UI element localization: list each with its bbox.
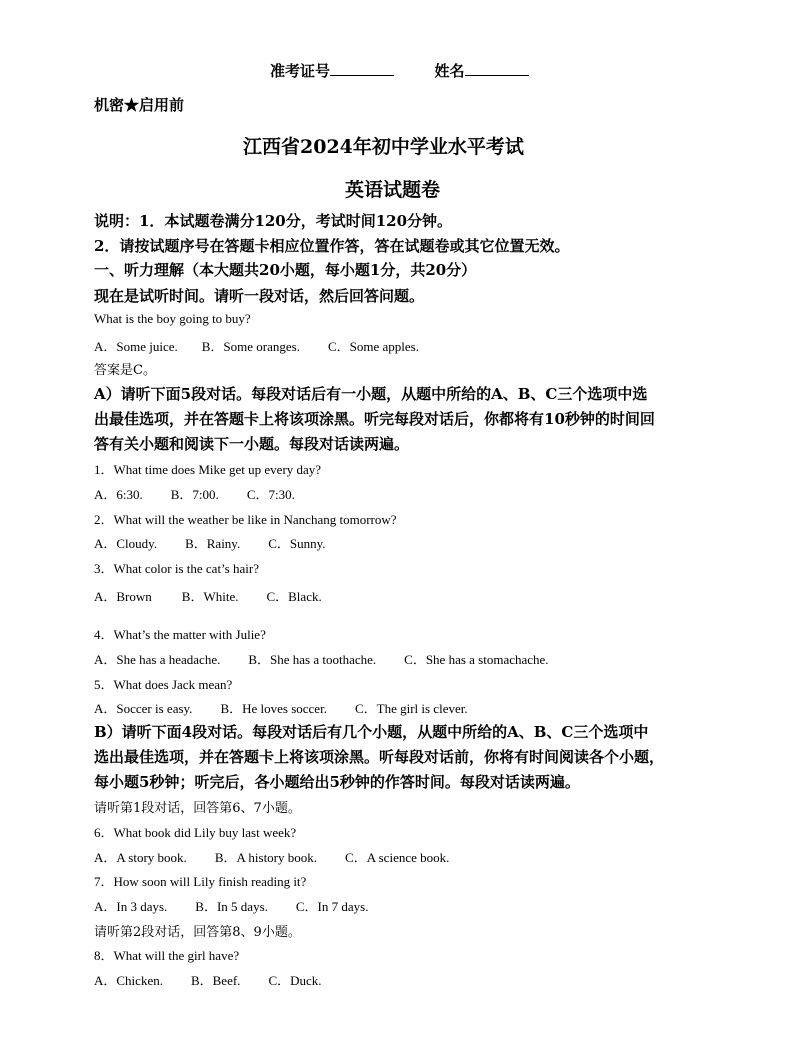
option-a: A．Chicken. bbox=[94, 973, 163, 988]
option-c: C．Duck. bbox=[268, 973, 322, 988]
question-6-options bbox=[94, 847, 475, 866]
part-a-instruction-1: A）请听下面5段对话。每段对话后有一小题，从题中所给的A、B、C三个选项中选 bbox=[94, 385, 648, 403]
option-a: A．Cloudy. bbox=[94, 536, 158, 551]
question-3: 3．What color is the cat’s hair? bbox=[94, 561, 259, 576]
secret-mark: 机密★启用前 bbox=[94, 96, 185, 114]
question-1-options bbox=[94, 484, 321, 503]
option-a: A．A story book. bbox=[94, 850, 187, 865]
option-b: B．A history book. bbox=[214, 850, 318, 865]
option-c: C．A science book. bbox=[345, 850, 450, 865]
trial-intro: 现在是试听时间。请听一段对话，然后回答问题。 bbox=[94, 287, 425, 305]
question-4-options bbox=[94, 649, 575, 668]
option-c: C．The girl is clever. bbox=[354, 701, 468, 716]
option-b: B．Rainy. bbox=[185, 536, 241, 551]
option-b: B．She has a toothache. bbox=[248, 652, 377, 667]
ticket-number-label: 准考证号 bbox=[270, 62, 331, 80]
exam-title: 江西省2024年初中学业水平考试 bbox=[243, 136, 524, 158]
question-2-options bbox=[94, 533, 352, 552]
option-c: C．Sunny. bbox=[268, 536, 326, 551]
option-a: A．Some juice. bbox=[94, 339, 178, 354]
option-c: C．In 7 days. bbox=[295, 899, 369, 914]
question-7: 7．How soon will Lily finish reading it? bbox=[94, 874, 307, 889]
option-a: A．Brown bbox=[94, 589, 152, 604]
part-b-instruction-3: 每小题5秒钟；听完后，各小题给出5秒钟的作答时间。每段对话读两遍。 bbox=[94, 773, 580, 791]
question-1: 1．What time does Mike get up every day? bbox=[94, 462, 322, 477]
part-b-instruction-2: 选出最佳选项，并在答题卡上将该项涂黑。听每段对话前，你将有时间阅读各个小题， bbox=[94, 748, 665, 766]
question-5-options bbox=[94, 698, 494, 717]
trial-options bbox=[94, 336, 445, 355]
option-b: B．Beef. bbox=[190, 973, 241, 988]
option-a: A．Soccer is easy. bbox=[94, 701, 193, 716]
question-7-options bbox=[94, 896, 394, 915]
option-c: C．Black. bbox=[266, 589, 322, 604]
question-6: 6．What book did Lily buy last week? bbox=[94, 825, 297, 840]
option-c: C．She has a stomachache. bbox=[404, 652, 549, 667]
trial-answer: 答案是C。 bbox=[94, 363, 156, 378]
name-blank bbox=[465, 61, 529, 76]
instruction-line-1: 说明：1．本试题卷满分120分，考试时间120分钟。 bbox=[94, 212, 453, 230]
question-3-options bbox=[94, 586, 348, 605]
option-b: B．In 5 days. bbox=[195, 899, 268, 914]
option-a: A．6:30. bbox=[94, 487, 143, 502]
dialog-1-intro: 请听第1段对话，回答第6、7小题。 bbox=[94, 801, 301, 816]
question-5: 5．What does Jack mean? bbox=[94, 677, 233, 692]
candidate-info-line bbox=[270, 60, 529, 81]
trial-question: What is the boy going to buy? bbox=[94, 311, 251, 326]
option-b: B．He loves soccer. bbox=[220, 701, 327, 716]
question-4: 4．What’s the matter with Julie? bbox=[94, 627, 266, 642]
question-8-options bbox=[94, 970, 348, 989]
option-b: B．White. bbox=[181, 589, 239, 604]
option-b: B．Some oranges. bbox=[201, 339, 300, 354]
ticket-number-blank bbox=[330, 61, 394, 76]
question-8: 8．What will the girl have? bbox=[94, 948, 240, 963]
part-b-instruction-1: B）请听下面4段对话。每段对话后有几个小题，从题中所给的A、B、C三个选项中 bbox=[94, 723, 649, 741]
option-c: C．7:30. bbox=[246, 487, 295, 502]
name-label: 姓名 bbox=[434, 62, 465, 80]
section-heading: 一、听力理解（本大题共20小题，每小题1分，共20分） bbox=[94, 261, 477, 279]
option-a: A．In 3 days. bbox=[94, 899, 168, 914]
dialog-2-intro: 请听第2段对话，回答第8、9小题。 bbox=[94, 925, 301, 940]
option-c: C．Some apples. bbox=[327, 339, 419, 354]
exam-subtitle: 英语试题卷 bbox=[345, 179, 441, 201]
option-b: B．7:00. bbox=[170, 487, 219, 502]
option-a: A．She has a headache. bbox=[94, 652, 221, 667]
part-a-instruction-2: 出最佳选项，并在答题卡上将该项涂黑。听完每段对话后，你都将有10秒钟的时间回 bbox=[94, 410, 655, 428]
instruction-line-2: 2．请按试题序号在答题卡相应位置作答，答在试题卷或其它位置无效。 bbox=[94, 237, 570, 255]
question-2: 2．What will the weather be like in Nanchang tomorrow? bbox=[94, 512, 397, 527]
part-a-instruction-3: 答有关小题和阅读下一小题。每段对话读两遍。 bbox=[94, 435, 410, 453]
